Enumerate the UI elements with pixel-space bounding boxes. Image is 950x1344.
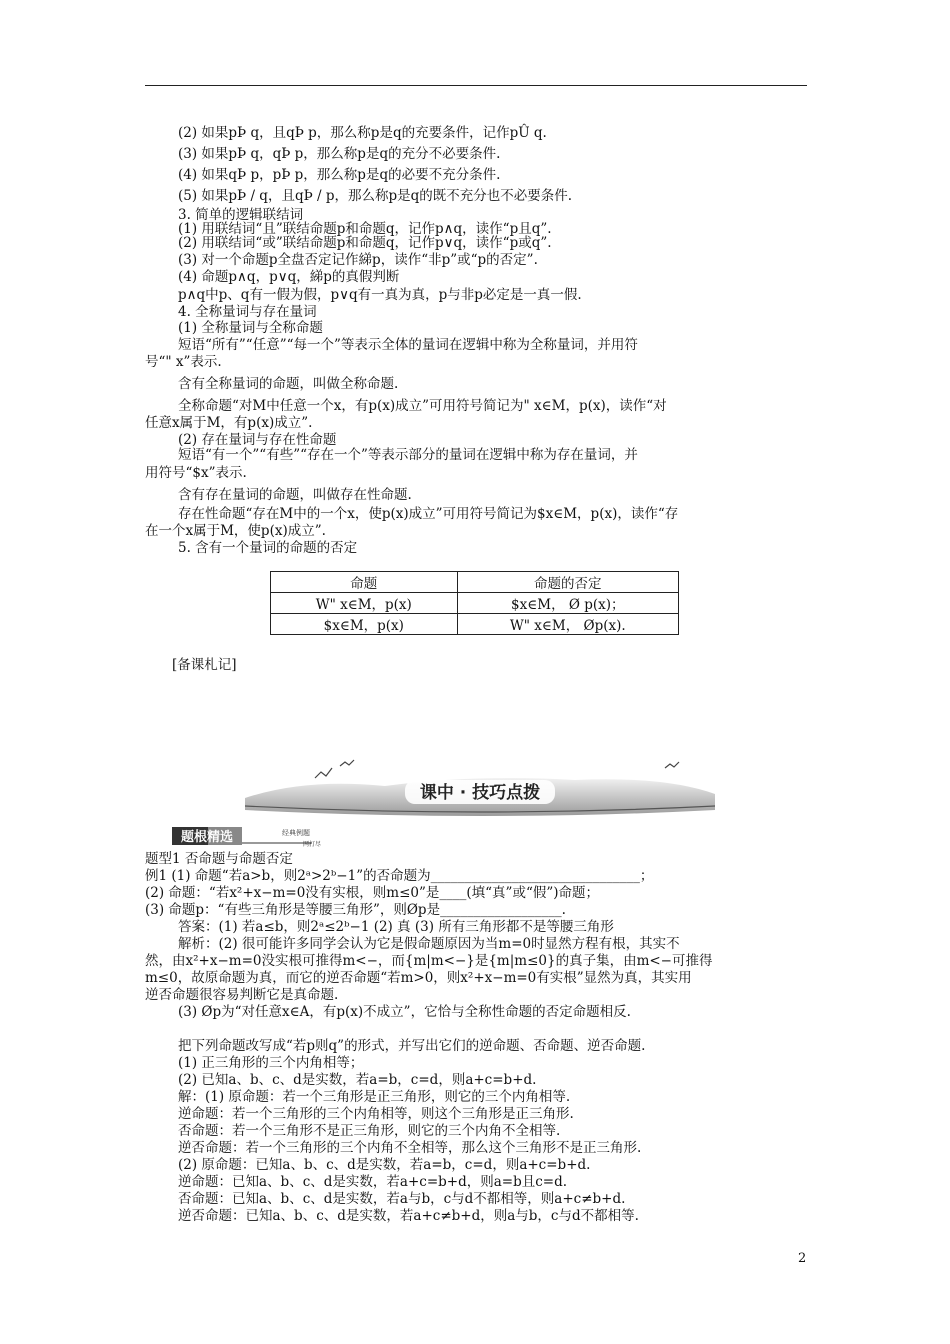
text-line: 5. 含有一个量词的命题的否定: [178, 540, 358, 556]
banner-title: 课中 · 技巧点拨: [419, 783, 541, 803]
table-cell: $x∈M，p(x): [271, 614, 458, 635]
text-line: 存在性命题“存在M中的一个x，使p(x)成立”可用符号简记为$x∈M，p(x)，读作“存: [178, 506, 679, 522]
text-line: (1) 正三角形的三个内角相等；: [178, 1055, 364, 1071]
text-line: 任意x属于M，有p(x)成立”.: [145, 415, 313, 431]
text-line: (2) 用联结词“或”联结命题p和命题q，记作p∨q，读作“p或q”.: [178, 235, 552, 251]
text-line: 在一个x属于M，使p(x)成立”.: [145, 523, 326, 539]
table-header-row: [271, 572, 679, 593]
section-tag: [172, 825, 402, 847]
text-line: (4) 命题p∧q，p∨q，綈p的真假判断: [178, 269, 400, 285]
section-banner: [245, 748, 715, 820]
text-line: 4. 全称量词与存在量词: [178, 304, 317, 320]
section-tag-main: 题根精选: [180, 830, 234, 845]
text-line: 逆命题：若一个三角形的三个内角相等，则这个三角形是正三角形.: [178, 1106, 574, 1122]
text-line: 含有全称量词的命题，叫做全称命题.: [178, 376, 399, 392]
text-line: (1) 全称量词与全称命题: [178, 320, 323, 336]
table-cell: W" x∈M，p(x): [271, 593, 458, 614]
text-line: (3) 如果pÞ q，qÞ p，那么称p是q的充分不必要条件.: [178, 146, 501, 162]
text-line: 题型1 否命题与命题否定: [145, 851, 293, 867]
text-line: 逆命题：已知a、b、c、d是实数，若a+c=b+d，则a=b且c=d.: [178, 1174, 568, 1190]
text-line: 逆否命题：已知a、b、c、d是实数，若a+c≠b+d，则a与b，c与d不都相等.: [178, 1208, 639, 1224]
text-line: (2) 原命题：已知a、b、c、d是实数，若a=b，c=d，则a+c=b+d.: [178, 1157, 591, 1173]
negation-table: [270, 571, 679, 635]
text-line: (1) 用联结词“且”联结命题p和命题q，记作p∧q，读作“p且q”.: [178, 221, 552, 237]
text-line: 短语“有一个”“有些”“存在一个”等表示部分的量词在逻辑中称为存在量词，并: [178, 447, 638, 463]
text-line: 解：(1) 原命题：若一个三角形是正三角形，则它的三个内角相等.: [178, 1089, 571, 1105]
table-row: [271, 614, 679, 635]
page-number: 2: [798, 1251, 807, 1266]
text-line: 否命题：已知a、b、c、d是实数，若a与b，c与d不都相等，则a+c≠b+d.: [178, 1191, 626, 1207]
text-line: 短语“所有”“任意”“每一个”等表示全体的量词在逻辑中称为全称量词，并用符: [178, 337, 638, 353]
header-rule: [145, 85, 807, 86]
text-line: 逆否命题很容易判断它是真命题.: [145, 987, 339, 1003]
text-line: (3) Øp为“对任意x∈A，有p(x)不成立”，它恰与全称性命题的否定命题相反.: [178, 1004, 631, 1020]
text-line: 答案：(1) 若a≤b，则2ᵃ≤2ᵇ−1 (2) 真 (3) 所有三角形都不是等腰三角形: [178, 919, 614, 935]
text-line: (2) 已知a、b、c、d是实数，若a=b，c=d，则a+c=b+d.: [178, 1072, 537, 1088]
section-tag-sub: 一网打尽: [297, 841, 322, 847]
text-line: 号“" x”表示.: [145, 354, 222, 370]
text-line: 逆否命题：若一个三角形的三个内角不全相等，那么这个三角形不是正三角形.: [178, 1140, 642, 1156]
text-line: 含有存在量词的命题，叫做存在性命题.: [178, 487, 412, 503]
bird-icon: [340, 760, 354, 766]
notes-label: [备课札记]: [172, 657, 237, 673]
text-line: 把下列命题改写成“若p则q”的形式，并写出它们的逆命题、否命题、逆否命题.: [178, 1038, 646, 1054]
text-line: (2) 命题：“若x²+x−m=0没有实根，则m≤0”是____(填“真”或“假”)命题；: [145, 885, 600, 901]
text-line: 用符号“$x”表示.: [145, 465, 247, 481]
text-line: 例1 (1) 命题“若a>b，则2ᵃ>2ᵇ−1”的否命题为_______________________________；: [145, 868, 654, 884]
text-line: 全称命题“对M中任意一个x，有p(x)成立”可用符号简记为" x∈M，p(x)，读作“对: [178, 398, 667, 414]
text-line: (5) 如果pÞ / q，且qÞ / p，那么称p是q的既不充分也不必要条件.: [178, 188, 573, 204]
text-line: (2) 存在量词与存在性命题: [178, 432, 337, 448]
table-row: [271, 593, 679, 614]
table-header-cell: 命题的否定: [457, 572, 678, 593]
text-line: (2) 如果pÞ q，且qÞ p，那么称p是q的充要条件，记作pÛ q.: [178, 125, 547, 141]
bird-icon: [665, 762, 679, 768]
section-tag-sub: 经典例题: [282, 829, 310, 837]
text-line: m≤0，故原命题为真，而它的逆否命题“若m>0，则x²+x−m=0有实根”显然为真，其实用: [145, 970, 692, 986]
table-cell: W" x∈M， Øp(x).: [457, 614, 678, 635]
text-line: 然，由x²+x−m=0没实根可推得m<−，而{m|m<−}是{m|m≤0}的真子集，由m<−可推得: [145, 953, 713, 969]
text-line: (4) 如果qÞ p，pÞ p，那么称p是q的必要不充分条件.: [178, 167, 501, 183]
text-line: 3. 简单的逻辑联结词: [178, 207, 304, 223]
text-line: (3) 对一个命题p全盘否定记作綈p，读作“非p”或“p的否定”.: [178, 252, 538, 268]
text-line: 否命题：若一个三角形不是正三角形，则它的三个内角不全相等.: [178, 1123, 561, 1139]
text-line: (3) 命题p：“有些三角形是等腰三角形”，则Øp是__________________.: [145, 902, 566, 918]
table-header-cell: 命题: [271, 572, 458, 593]
text-line: 解析：(2) 很可能许多同学会认为它是假命题原因为当m=0时显然方程有根，其实不: [178, 936, 680, 952]
bird-icon: [315, 768, 332, 778]
table-cell: $x∈M， Ø p(x)；: [457, 593, 678, 614]
text-line: p∧q中p、q有一假为假，p∨q有一真为真，p与非p必定是一真一假.: [178, 287, 582, 303]
